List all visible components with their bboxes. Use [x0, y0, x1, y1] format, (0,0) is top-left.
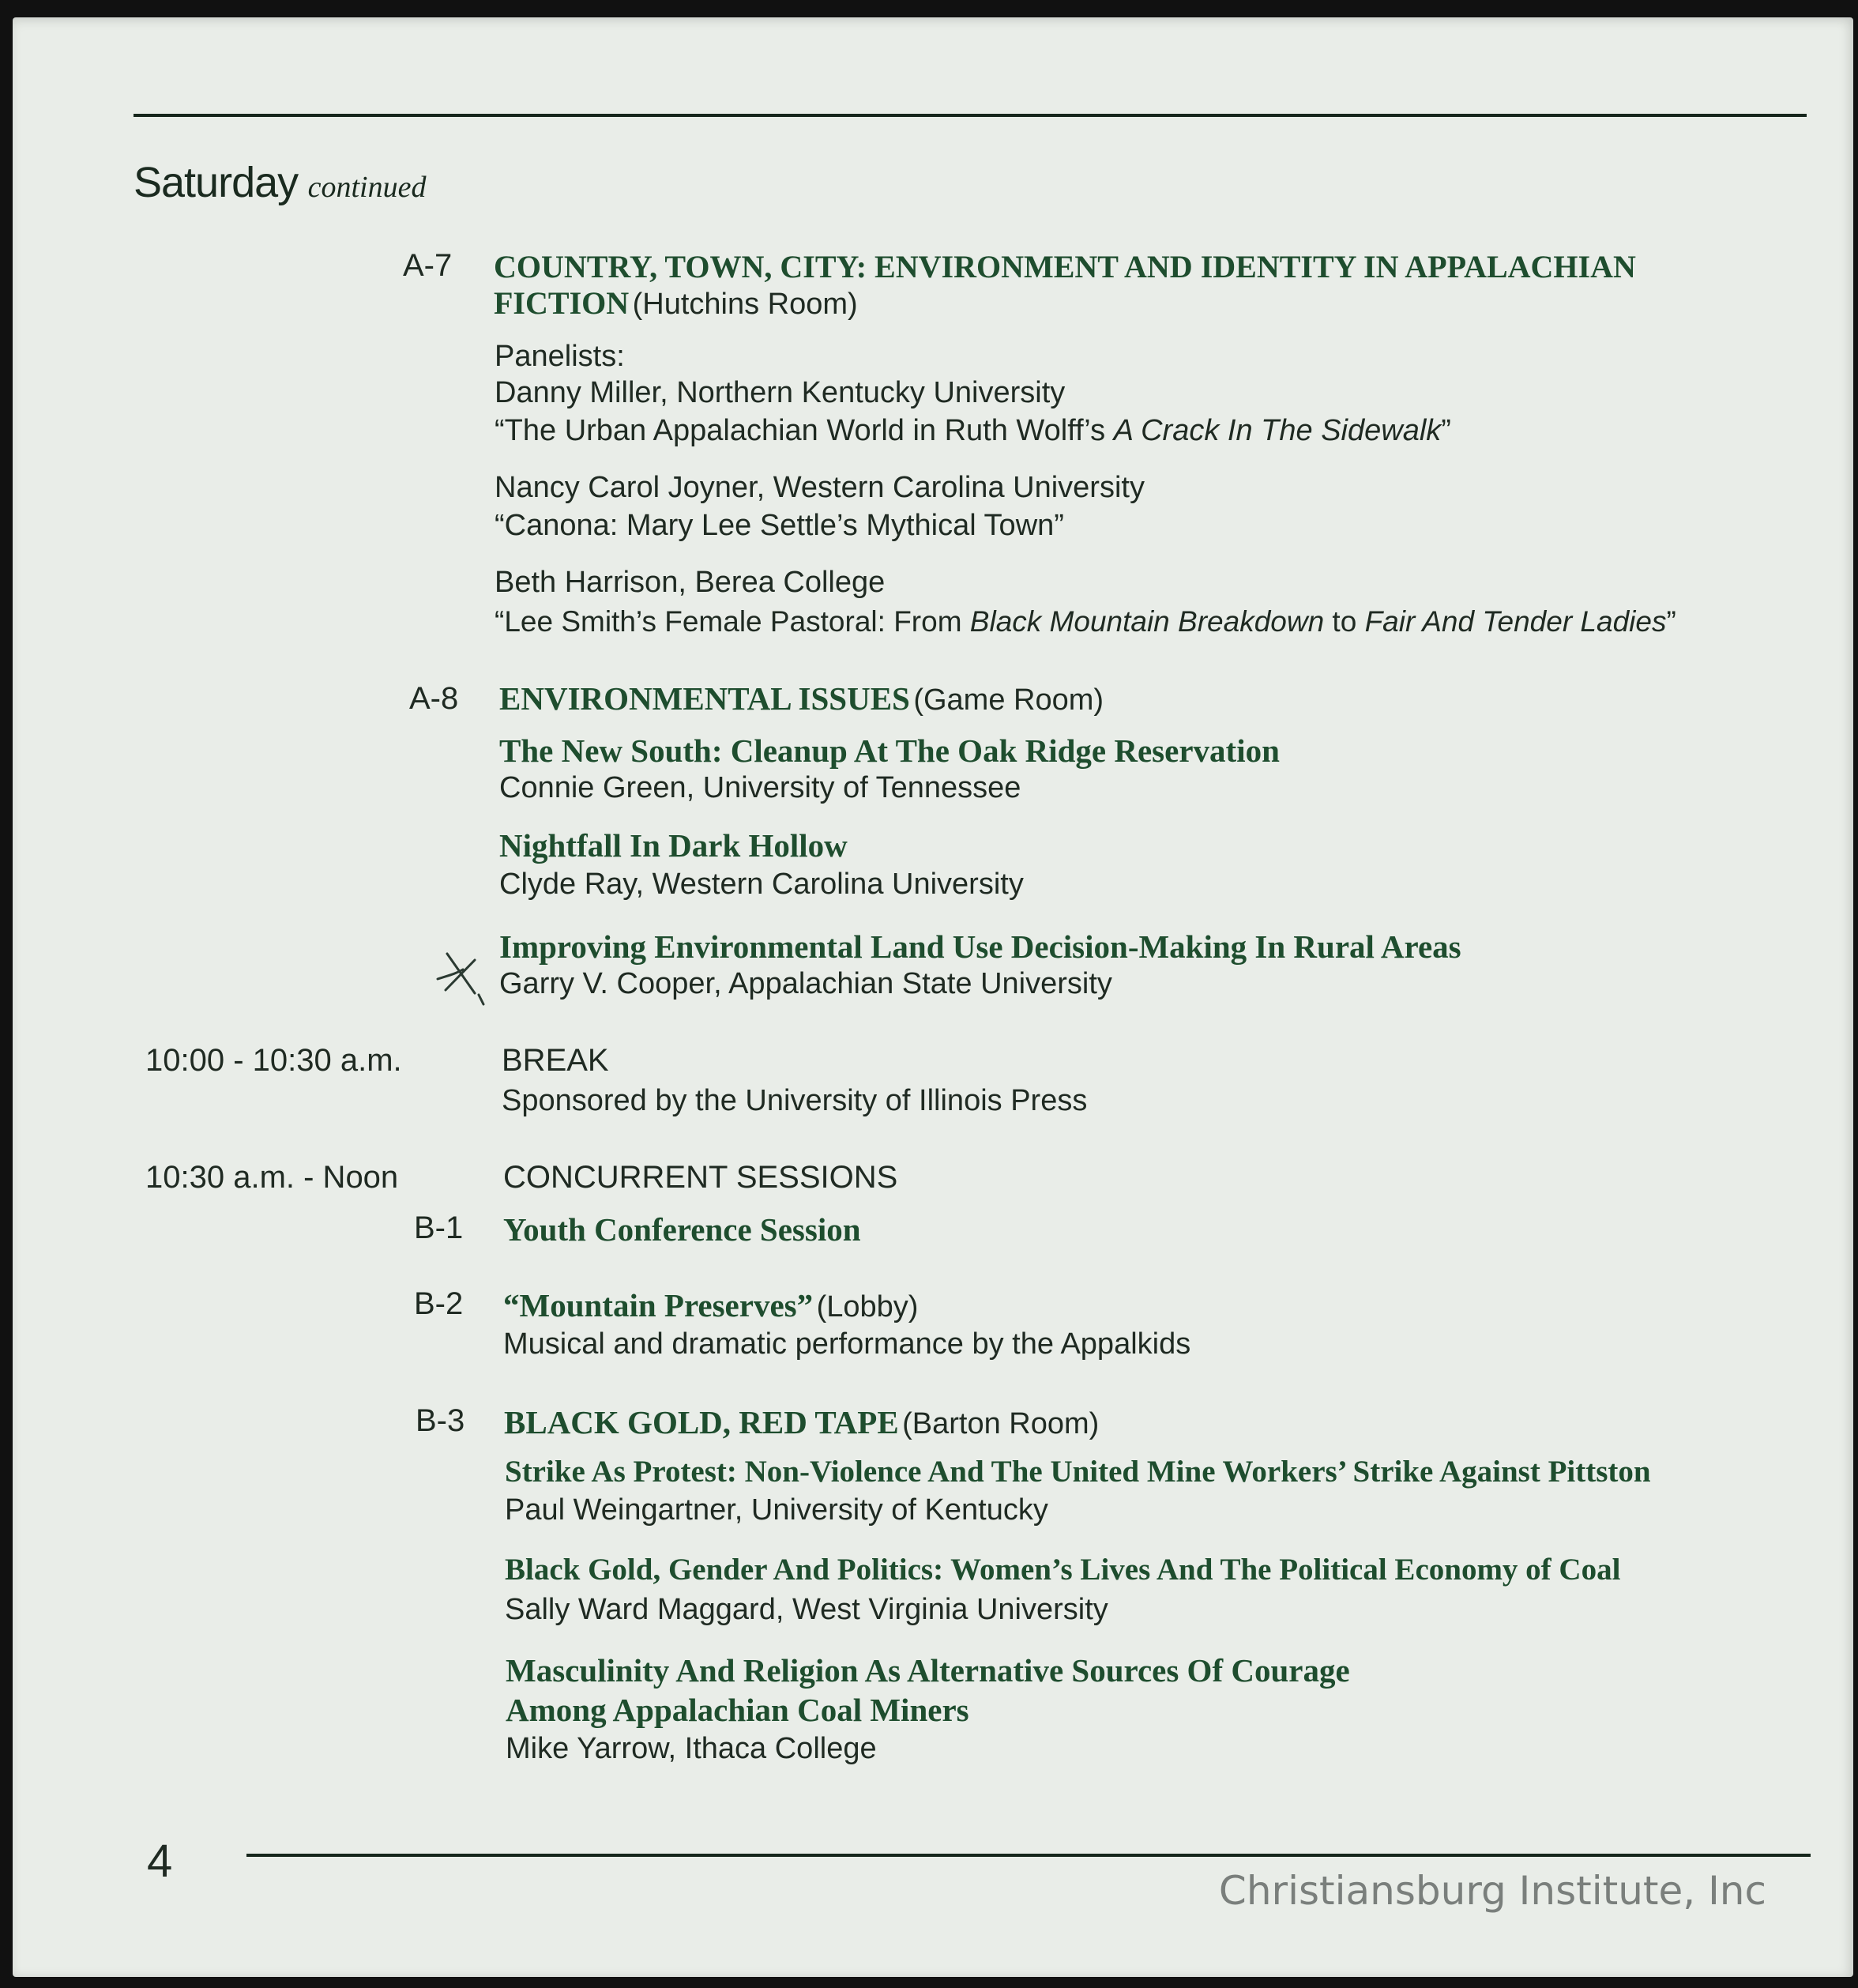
- a8-paper-3-title: Improving Environmental Land Use Decision-Making In Rural Areas: [499, 928, 1461, 965]
- paper-title-text: ”: [1666, 605, 1676, 638]
- a7-panelist-3: Beth Harrison, Berea College: [495, 566, 886, 599]
- a7-room: (Hutchins Room): [632, 288, 858, 321]
- b3-paper-1-title: Strike As Protest: Non-Violence And The United Mine Workers’ Strike Against Pittston: [505, 1455, 1651, 1489]
- b3-paper-3-author: Mike Yarrow, Ithaca College: [506, 1732, 877, 1765]
- section-heading: [134, 158, 426, 207]
- session-code-b1: B-1: [414, 1210, 464, 1245]
- b2-room: (Lobby): [816, 1290, 919, 1323]
- a7-title-line2: [494, 284, 858, 322]
- b1-title: Youth Conference Session: [503, 1211, 861, 1248]
- top-rule: [134, 114, 1807, 117]
- b3-paper-3-title-line1: Masculinity And Religion As Alternative Sources Of Courage: [506, 1652, 1350, 1689]
- paper-title-text: to: [1324, 605, 1365, 638]
- b2-description: Musical and dramatic performance by the Appalkids: [503, 1327, 1191, 1361]
- paper-title-text: “The Urban Appalachian World in Ruth Wolff’s: [495, 414, 1114, 447]
- a8-paper-1-title: The New South: Cleanup At The Oak Ridge Reservation: [499, 732, 1280, 769]
- a7-paper-3: [495, 605, 1676, 638]
- b3-paper-1-author: Paul Weingartner, University of Kentucky: [505, 1493, 1048, 1527]
- paper-title-italic: Black Mountain Breakdown: [969, 605, 1325, 638]
- page-number: 4: [147, 1836, 173, 1887]
- break-time: 10:00 - 10:30 a.m.: [145, 1043, 402, 1078]
- paper-title-italic: A Crack In The Sidewalk: [1113, 414, 1442, 447]
- a7-panelist-2: Nancy Carol Joyner, Western Carolina University: [495, 471, 1145, 504]
- watermark-text: Christiansburg Institute, Inc: [1218, 1868, 1766, 1914]
- session-code-a7: A-7: [403, 248, 453, 283]
- b2-title: “Mountain Preserves”: [503, 1287, 814, 1323]
- panelists-label: Panelists:: [495, 340, 625, 373]
- bottom-rule: [246, 1854, 1811, 1857]
- b3-title: BLACK GOLD, RED TAPE: [504, 1404, 899, 1440]
- a8-title: ENVIRONMENTAL ISSUES: [499, 680, 910, 717]
- b3-room: (Barton Room): [902, 1407, 1100, 1440]
- b2-heading: [503, 1286, 918, 1324]
- b3-paper-2-title: Black Gold, Gender And Politics: Women’s Lives And The Political Economy of Coal: [505, 1553, 1621, 1587]
- b3-paper-3-title-line2: Among Appalachian Coal Miners: [506, 1692, 969, 1728]
- paper-title-text: “Lee Smith’s Female Pastoral: From: [495, 605, 970, 638]
- concurrent-time: 10:30 a.m. - Noon: [145, 1160, 399, 1195]
- a8-paper-2-author: Clyde Ray, Western Carolina University: [499, 868, 1024, 901]
- a7-panelist-1: Danny Miller, Northern Kentucky University: [495, 376, 1066, 409]
- paper-title-italic: Fair And Tender Ladies: [1364, 605, 1667, 638]
- break-label: BREAK: [502, 1043, 609, 1078]
- session-code-b2: B-2: [414, 1286, 464, 1321]
- b3-heading: [504, 1403, 1099, 1441]
- a8-paper-1-author: Connie Green, University of Tennessee: [499, 771, 1021, 804]
- a8-heading: [499, 680, 1104, 717]
- a7-title-line1: COUNTRY, TOWN, CITY: ENVIRONMENT AND IDENTITY IN APPALACHIAN: [494, 249, 1636, 284]
- a8-room: (Game Room): [913, 683, 1104, 717]
- a8-paper-2-title: Nightfall In Dark Hollow: [499, 827, 848, 864]
- concurrent-label: CONCURRENT SESSIONS: [503, 1160, 898, 1195]
- a7-paper-1: [495, 414, 1451, 448]
- session-code-b3: B-3: [416, 1403, 465, 1438]
- program-page: [13, 17, 1853, 1977]
- break-sponsor: Sponsored by the University of Illinois Press: [502, 1084, 1088, 1117]
- handwritten-x-mark: [431, 938, 495, 1009]
- day-label: Saturday: [134, 159, 299, 206]
- continued-label: continued: [307, 171, 427, 204]
- a8-paper-3-author: Garry V. Cooper, Appalachian State University: [499, 967, 1112, 1000]
- a7-paper-2: “Canona: Mary Lee Settle’s Mythical Town”: [495, 509, 1064, 542]
- paper-title-text: ”: [1441, 414, 1451, 447]
- b3-paper-2-author: Sally Ward Maggard, West Virginia University: [505, 1593, 1108, 1626]
- session-code-a8: A-8: [409, 681, 459, 716]
- a7-title-cont: FICTION: [494, 285, 630, 321]
